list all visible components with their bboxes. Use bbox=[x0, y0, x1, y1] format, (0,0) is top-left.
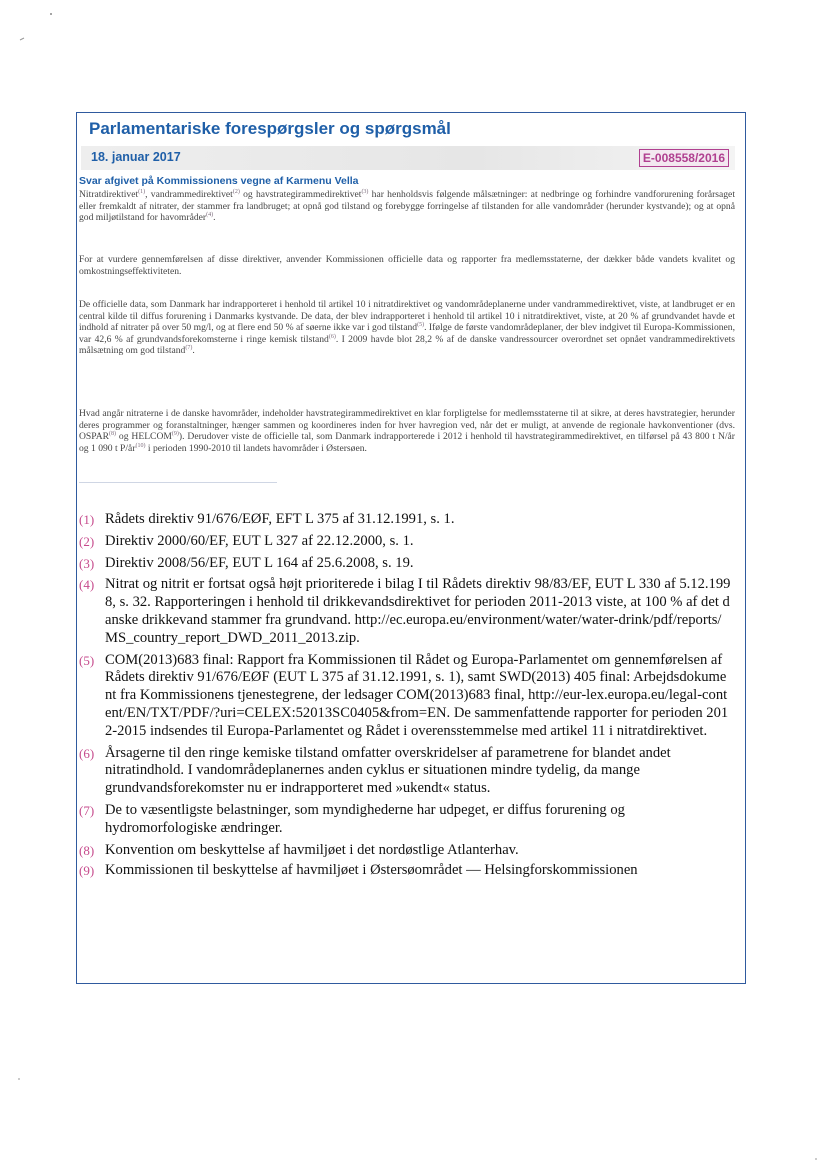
reference-badge: E-008558/2016 bbox=[639, 149, 729, 167]
footnote-text: Kommissionen til beskyttelse af havmiljøet i Østersøområdet — Helsingforskommissionen bbox=[105, 862, 638, 879]
footnote-ref[interactable]: (3) bbox=[361, 188, 369, 195]
paragraph-3 bbox=[79, 299, 735, 357]
footnote-number: (6) bbox=[79, 745, 95, 761]
footnote-item bbox=[77, 511, 741, 529]
footnote-item bbox=[77, 745, 741, 798]
footnote-text: Nitrat og nitrit er fortsat også højt prioriterede i bilag I til Rådets direktiv 98/83/EF, EUT L 330 af 5.12.1998, s. 32. Rapporteringen i henhold til drikkevandsdirektivet for perioden 2011-2013 viste, at 100 % af det danske drikkevand stammer fra grundvand. http://ec.europa.eu/environment/water/water-drink/pdf/reports/MS_country_report_DWD_2011_2013.zip. bbox=[105, 576, 731, 646]
footnote-text: Årsagerne til den ringe kemiske tilstand omfatter overskridelser af parametrene for blandet andet nitratindhold. I vandområdeplanernes anden cyklus er situationen mindre tydelig, da mange grundvandsforekomster nu er indrapporteret med »ukendt« status. bbox=[105, 744, 671, 797]
paragraph-text: , vandrammedirektivet bbox=[145, 189, 233, 200]
footnote-ref[interactable]: (2) bbox=[232, 188, 240, 195]
page-title: Parlamentariske forespørgsler og spørgsmål bbox=[89, 119, 451, 138]
paragraph-text: Nitratdirektivet bbox=[79, 189, 139, 200]
footnote-text: COM(2013)683 final: Rapport fra Kommissionen til Rådet og Europa-Parlamentet om gennemførelsen af Rådets direktiv 91/676/EØF (EUT L 375 af 31.12.1991, s. 1), samt SWD(2013) 405 final: Arbejdsdokument fra Kommissionens tjenestegrene, der ledsager COM(2013)683 final, http://eur-lex.europa.eu/legal-content/EN/TXT/PDF/?uri=CELEX:52013SC0405&from=EN. De sammenfattende rapporter for perioden 2012-2015 indsendes til Europa-Parlamentet og Rådet i overensstemmelse med artikel 11 i nitratdirektivet. bbox=[105, 651, 729, 739]
footnote-ref[interactable]: (7) bbox=[185, 344, 193, 351]
footnote-text: Konvention om beskyttelse af havmiljøet i det nordøstlige Atlanterhav. bbox=[105, 841, 519, 858]
footnote-number: (8) bbox=[79, 842, 95, 858]
paragraph-1 bbox=[79, 189, 735, 224]
document-date: 18. januar 2017 bbox=[91, 150, 181, 164]
footnote-item bbox=[77, 652, 741, 741]
footnote-list bbox=[77, 511, 741, 883]
footnote-ref[interactable]: (9) bbox=[171, 430, 179, 437]
paragraph-text: ). Derudover viste de officielle tal, som Danmark indrapporterede i 2012 i henhold til havstrategirammedirektivet, en tilførsel på 43 800 t N/år og 1 090 t P/år bbox=[79, 431, 736, 454]
footnote-item bbox=[77, 576, 741, 647]
paragraph-text: . bbox=[213, 212, 216, 223]
footnote-ref[interactable]: (8) bbox=[109, 430, 117, 437]
paragraph-2 bbox=[79, 254, 735, 277]
document-frame bbox=[76, 112, 746, 984]
footnote-ref[interactable]: (1) bbox=[138, 188, 146, 195]
footnote-ref[interactable]: (10) bbox=[135, 442, 146, 449]
footnote-item bbox=[77, 533, 741, 551]
date-bar bbox=[81, 146, 735, 170]
paragraph-text: og HELCOM bbox=[116, 431, 172, 442]
paragraph-text: . Ifølge de første vandområdeplaner, der blev indgivet til Europa-Kommissionen, var 42,6 % af grundvandsforekomsterne i ringe kemisk tilstand bbox=[79, 322, 735, 345]
answer-byline: Svar afgivet på Kommissionens vegne af Karmenu Vella bbox=[79, 175, 359, 187]
paragraph-text: For at vurdere gennemførelsen af disse direktiver, anvender Kommissionen officielle data og rapporter fra medlemsstaterne, der dækker både vandets kvalitet og omkostningseffektiviteten. bbox=[79, 254, 735, 277]
footnote-ref[interactable]: (6) bbox=[328, 333, 336, 340]
paragraph-text: . bbox=[192, 345, 195, 356]
footnote-item bbox=[77, 862, 741, 880]
footnote-text: Direktiv 2008/56/EF, EUT L 164 af 25.6.2008, s. 19. bbox=[105, 554, 414, 571]
footnote-text: Direktiv 2000/60/EF, EUT L 327 af 22.12.2000, s. 1. bbox=[105, 532, 414, 549]
footnote-ref[interactable]: (4) bbox=[206, 211, 214, 218]
paragraph-text: i perioden 1990-2010 til landets havområder i Østersøen. bbox=[145, 442, 367, 454]
paragraph-text: har henholdsvis følgende målsætninger: at nedbringe og forhindre vandforurening forårsaget eller fremkaldt af nitrater, der stammer fra landbruget; at opnå god tilstand og forebygge forringelse af tilstanden for alle vandområder (herunder kystvande); og at opnå god miljøtilstand for havområder bbox=[79, 189, 735, 223]
footnote-ref[interactable]: (5) bbox=[417, 321, 425, 328]
paragraph-text: De officielle data, som Danmark har indrapporteret i henhold til artikel 10 i nitratdirektivet og vandområdeplanerne under vandrammedirektivet, viste, at landbruget er en central kilde til diffus forurening i Danmarks kystvande. De data, der blev indrapporteret i henhold til artikel 10 i nitratdirektivet, viste, at 20 % af grundvandet havde et indhold af nitrater på over 50 mg/l, og at flere end 50 % af søerne ikke var i god tilstand bbox=[79, 299, 735, 333]
footnote-item bbox=[77, 555, 741, 573]
footnote-number: (7) bbox=[79, 802, 95, 818]
paragraph-4 bbox=[79, 408, 735, 454]
footnote-item bbox=[77, 842, 741, 860]
paragraph-text: Hvad angår nitraterne i de danske havområder, indeholder havstrategirammedirektivet en klar forpligtelse for medlemsstaterne til at sikre, at deres havstrategier, herunder deres programmer og foranstaltninger, hænger sammen og koordineres inden for hver havregion ved, når det er muligt, at anvende de regionale havkonventioner (dvs. OSPAR bbox=[79, 408, 735, 442]
footnote-text: De to væsentligste belastninger, som myndighederne har udpeget, er diffus forurening og hydromorfologiske ændringer. bbox=[105, 801, 625, 836]
footnote-text: Rådets direktiv 91/676/EØF, EFT L 375 af 31.12.1991, s. 1. bbox=[105, 511, 455, 527]
paragraph-text: . I 2009 havde blot 28,2 % af de danske vandressourcer overordnet set opnået vandrammedirektivets målsætning om god tilstand bbox=[79, 333, 735, 356]
footnote-number: (9) bbox=[79, 863, 95, 879]
footnote-divider bbox=[79, 482, 277, 483]
footnote-number: (2) bbox=[79, 533, 95, 549]
footnote-number: (5) bbox=[79, 652, 95, 668]
paragraph-text: og havstrategirammedirektivet bbox=[239, 189, 362, 200]
footnote-item bbox=[77, 802, 741, 838]
footnote-number: (4) bbox=[79, 577, 95, 593]
footnote-number: (1) bbox=[79, 512, 95, 527]
footnote-number: (3) bbox=[79, 555, 95, 571]
